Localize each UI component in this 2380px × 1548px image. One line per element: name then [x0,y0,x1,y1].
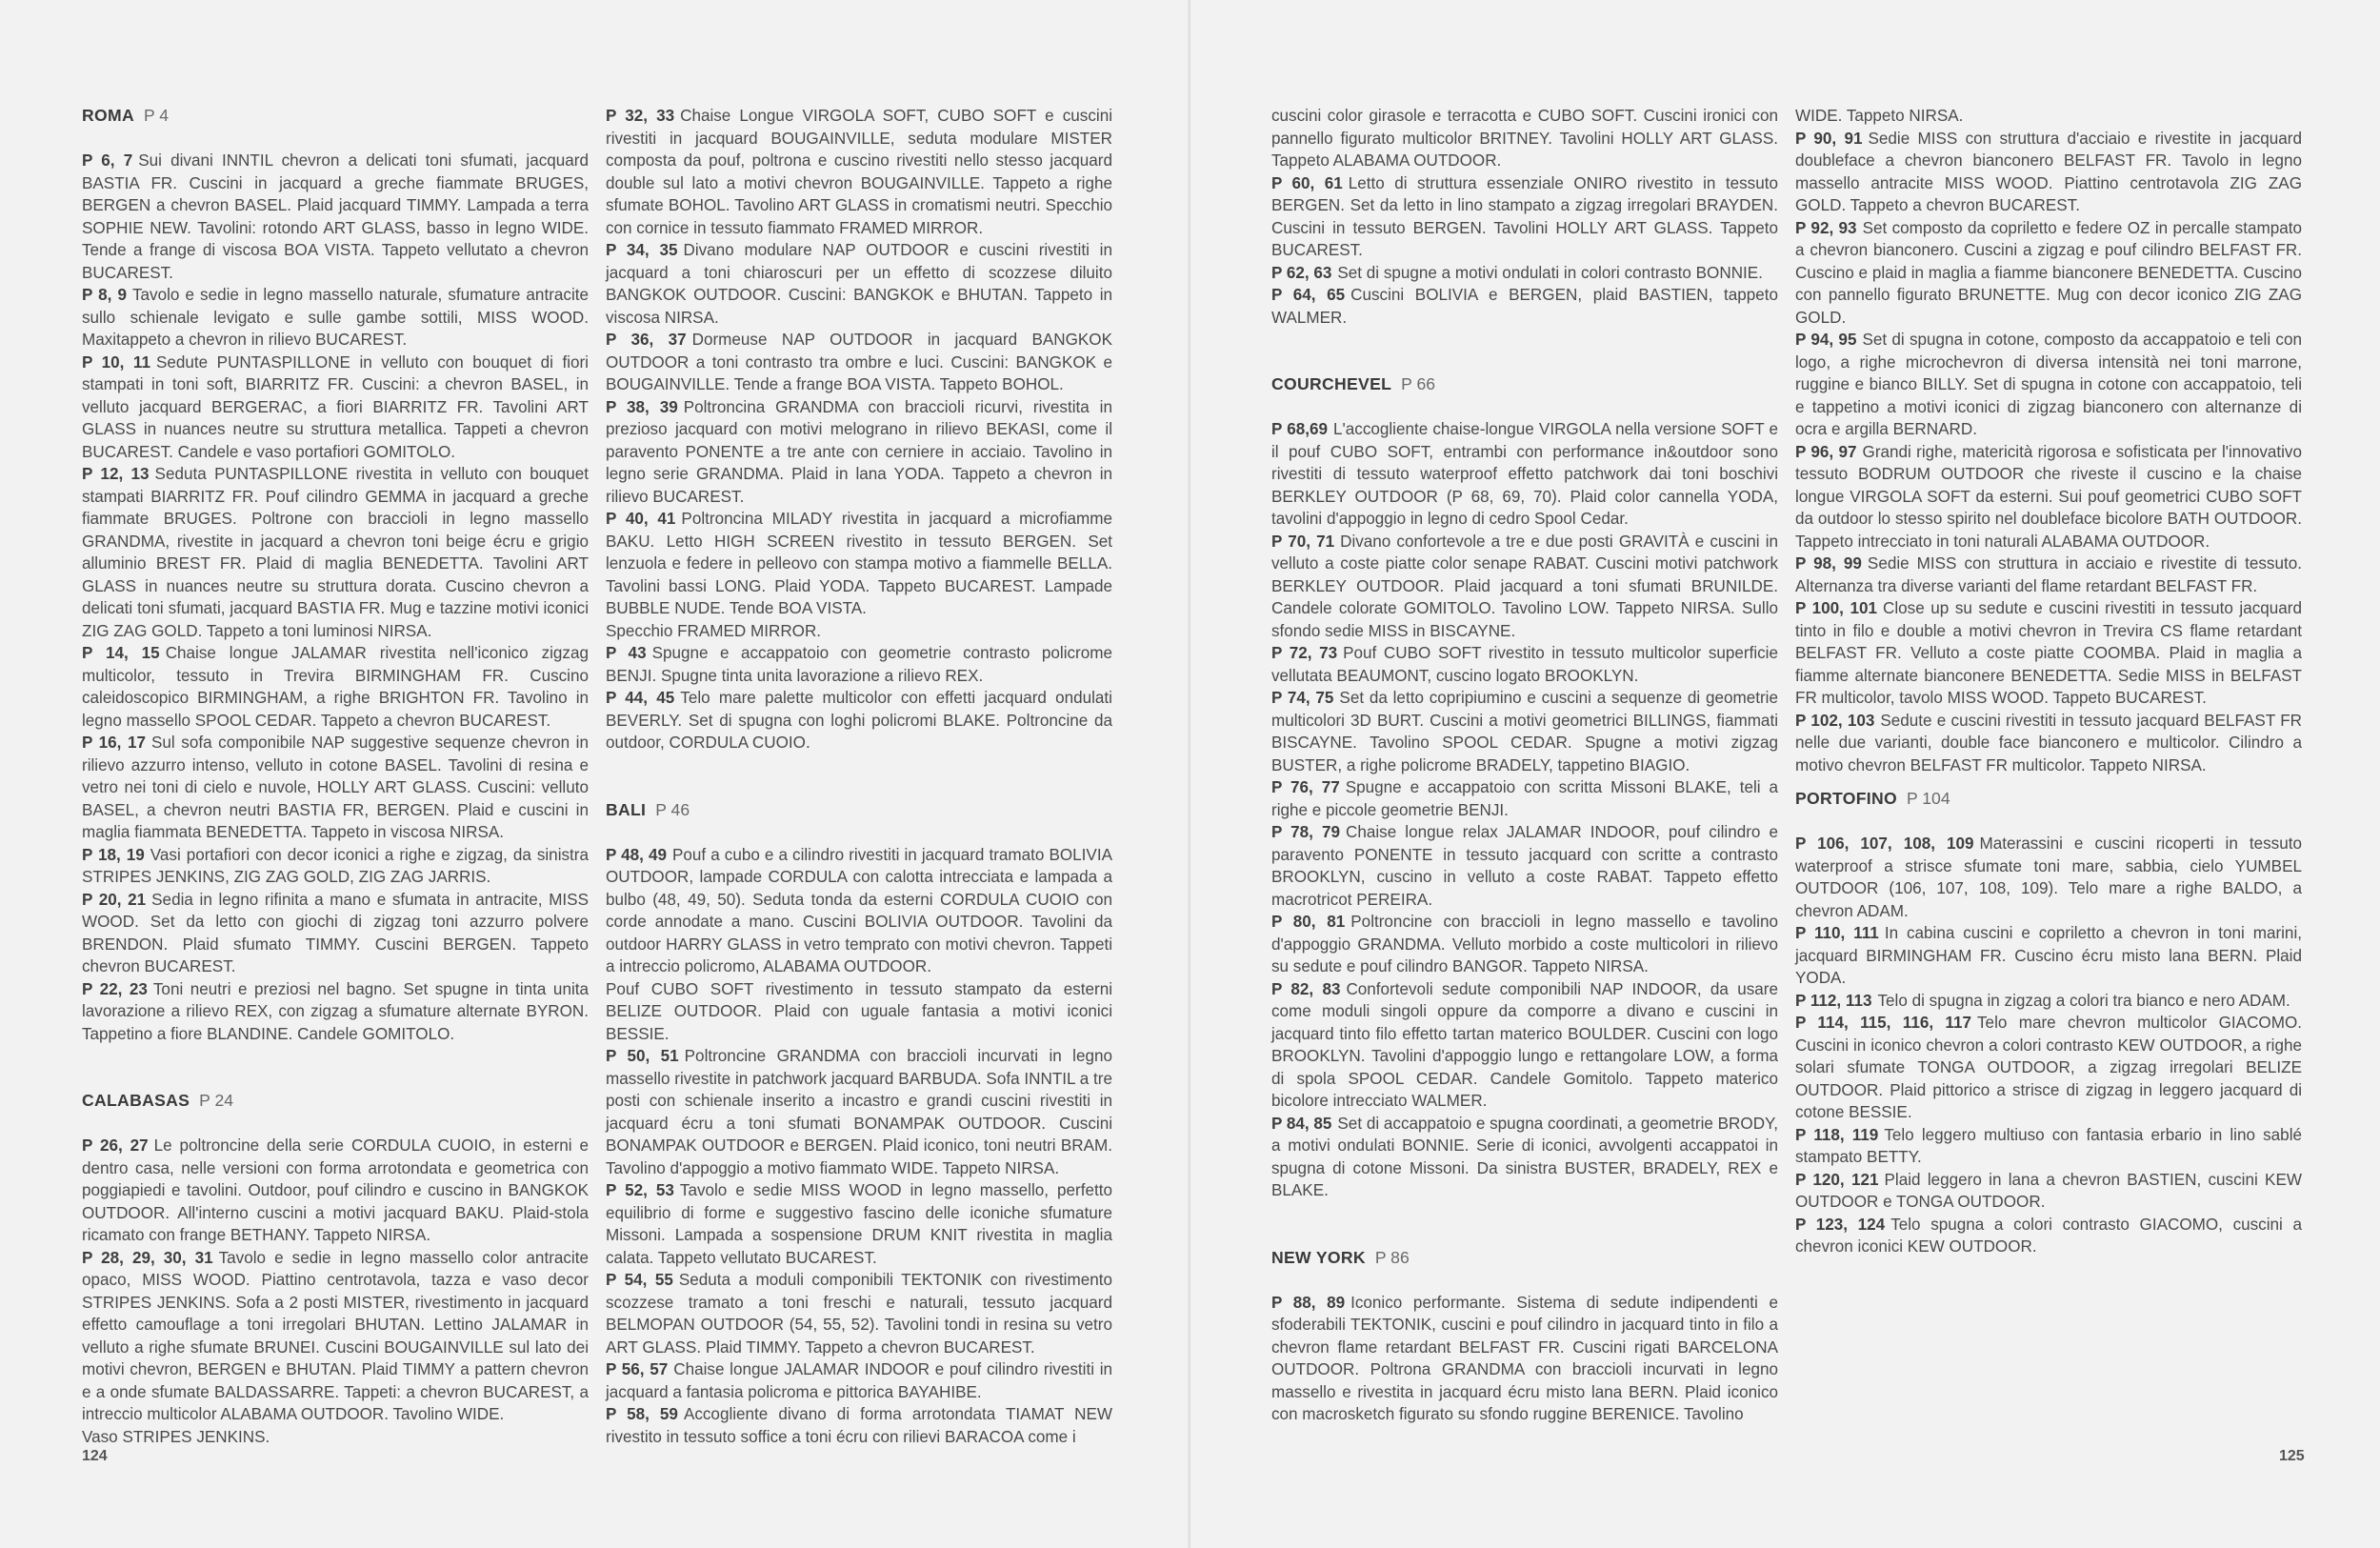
index-entry [82,844,589,889]
section-title: BALI [606,799,647,819]
index-entry [82,642,589,732]
entry-page-ref: P 34, 35 [606,241,678,259]
section-heading [606,799,1112,822]
index-entry [1795,441,2302,553]
index-entry [606,1269,1112,1358]
index-entry [606,1179,1112,1269]
index-entry [1795,128,2302,217]
section-spacer [82,1045,589,1090]
entry-text: Telo spugna a colori contrasto GIACOMO, cuscini a chevron iconici KEW OUTDOOR. [1795,1215,2302,1256]
index-entry [1271,911,1778,978]
index-entry [606,620,1112,643]
entry-page-ref: P 54, 55 [606,1271,673,1289]
index-entry [1271,776,1778,821]
entry-page-ref: P 12, 13 [82,465,150,483]
entry-page-ref: P 52, 53 [606,1181,674,1199]
entry-page-ref: P 58, 59 [606,1405,678,1423]
entry-page-ref: P 120, 121 [1795,1170,1879,1189]
entry-page-ref: P 76, 77 [1271,778,1340,796]
index-entry [82,463,589,642]
entry-text: Confortevoli sedute componibili NAP INDOOR, da usare come moduli singoli oppure da comporre a divano e cuscini in jacquard tinto filo effetto tartan materico BOULDER. Cuscini con logo BROOKLYN. Tavolini d'appoggio lungo e rettangolare LOW, a forma di spola SPOOL CEDAR. Candele Gomitolo. Tappeto materico bicolore intrecciato WALMER. [1271,979,1778,1110]
section-page-ref: P 86 [1374,1247,1410,1267]
entry-text: Telo mare chevron multicolor GIACOMO. Cuscini in iconico chevron a colori contrasto KEW OUTDOOR, a righe solari sfumate TONGA OUTDOOR, a zigzag irregolari BELIZE OUTDOOR. Plaid pittorico a strisce di zigzag in leggero jacquard di cotone BESSIE. [1795,1014,2302,1121]
entry-text: Sui divani INNTIL chevron a delicati toni sfumati, jacquard BASTIA FR. Cuscini in jacquard a greche fiammate BRUGES, BERGEN a chevron BASEL. Plaid jacquard TIMMY. Lampada a terra SOPHIE NEW. Tavolini: rotondo ART GLASS, basso in legno WIDE. Tende a frange di viscosa BOA VISTA. Tappeto vellutato a chevron BUCAREST. [82,151,589,282]
entry-text: Tavolo e sedie in legno massello naturale, sfumature antracite sullo schienale levigato e sulle gambe sottili, MISS WOOD. Maxitappeto a chevron in rilievo BUCAREST. [82,286,589,349]
index-entry [1795,329,2302,441]
index-entry [1795,553,2302,597]
entry-page-ref: P 62, 63 [1271,263,1332,282]
index-entry [1795,1012,2302,1124]
entry-text: Seduta PUNTASPILLONE rivestita in velluto con bouquet stampati BIARRITZ FR. Pouf cilindro GEMMA in jacquard a greche fiammate BRUGES. Poltrone con braccioli in legno massello GRANDMA, rivestite in jacquard a chevron toni beige écru e grigio alluminio BREST FR. Plaid di maglia BENEDETTA. Tavolini ART GLASS in nuances neutre su struttura dorata. Cuscino chevron a delicati toni sfumati, jacquard BASTIA FR. Mug e tazzine motivi iconici ZIG ZAG GOLD. Tappeto a toni luminosi NIRSA. [82,465,589,640]
entry-text: Spugne e accappatoio con geometrie contrasto policrome BENJI. Spugne tinta unita lavorazione a rilievo REX. [606,644,1112,685]
entry-page-ref: P 123, 124 [1795,1215,1886,1234]
entry-text: Chaise Longue VIRGOLA SOFT, CUBO SOFT e cuscini rivestiti in jacquard BOUGAINVILLE, seduta modulare MISTER composta da pouf, poltrona e cuscino rivestiti nello stesso jacquard double sul lato a motivi chevron BOUGAINVILLE. Tappeto a righe sfumate BOHOL. Tavolino ART GLASS in cromatismi neutri. Specchio con cornice in tessuto fiammato FRAMED MIRROR. [606,107,1112,237]
entry-text: Spugne e accappatoio con scritta Missoni BLAKE, teli a righe e piccole geometrie BENJI. [1271,778,1779,819]
entry-text: Poltroncina MILADY rivestita in jacquard a microfiamme BAKU. Letto HIGH SCREEN rivestito in tessuto BERGEN. Set lenzuola e federe in pelleovo con stampa motivo a fiammelle BELLA. Tavolini bassi LONG. Plaid YODA. Tappeto BUCAREST. Lampade BUBBLE NUDE. Tende BOA VISTA. [606,510,1112,617]
entry-page-ref: P 56, 57 [606,1360,669,1378]
entry-page-ref: P 8, 9 [82,286,127,304]
index-entry [1795,1214,2302,1258]
entry-page-ref: P 114, 115, 116, 117 [1795,1014,1972,1032]
entry-page-ref: P 36, 37 [606,331,687,349]
index-entry [1271,262,1778,285]
index-entry [1795,1124,2302,1169]
entry-text: WIDE. Tappeto NIRSA. [1795,107,1964,125]
entry-page-ref: P 72, 73 [1271,644,1338,662]
index-entry [606,1045,1112,1179]
entry-text: Letto di struttura essenziale ONIRO rivestito in tessuto BERGEN. Set da letto in lino stampato a zigzag irregolari BRAYDEN. Cuscini in tessuto BERGEN. Tavolini HOLLY ART GLASS. Tappeto BUCAREST. [1271,173,1778,259]
index-entry [606,105,1112,239]
index-entry [1795,1169,2302,1214]
entry-page-ref: P 98, 99 [1795,554,1862,573]
entry-page-ref: P 50, 51 [606,1047,679,1065]
right-page [1190,0,2380,1548]
entry-text: Seduta a moduli componibili TEKTONIK con rivestimento scozzese tramato a toni freschi e naturali, tessuto jacquard BELMOPAN OUTDOOR (54, 55, 52). Tavolini tondi in resina su vetro ART GLASS. Plaid TIMMY. Tappeto a chevron BUCAREST. [606,1271,1112,1357]
entry-text: Vaso STRIPES JENKINS. [82,1427,270,1446]
entry-text: Telo mare palette multicolor con effetti jacquard ondulati BEVERLY. Set di spugna con loghi policromi BLAKE. Poltroncine da outdoor, CORDULA CUOIO. [606,689,1112,752]
section-title: COURCHEVEL [1271,374,1392,393]
entry-page-ref: P 48, 49 [606,845,667,864]
section-heading [82,105,589,128]
entry-text: Chaise longue relax JALAMAR INDOOR, pouf cilindro e paravento PONENTE in tessuto jacquard con scritte a contrasto BROOKLYN, cuscino in velluto a coste RABAT. Tappeto effetto macrotricot PEREIRA. [1271,823,1778,909]
entry-page-ref: P 84, 85 [1271,1114,1332,1133]
index-entry [1795,105,2302,128]
entry-page-ref: P 14, 15 [82,644,160,662]
entry-page-ref: P 64, 65 [1271,286,1346,304]
entry-text: Vasi portafiori con decor iconici a righe e zigzag, da sinistra STRIPES JENKINS, ZIG ZAG GOLD, ZIG ZAG JARRIS. [82,845,589,886]
entry-page-ref: P 20, 21 [82,890,147,909]
text-column-3 [1271,105,1778,1426]
entry-text: Tavolo e sedie in legno massello color antracite opaco, MISS WOOD. Piattino centrotavola, tazza e vaso decor STRIPES JENKINS. Sofa a 2 posti MISTER, rivestimento in jacquard effetto camouflage a toni irregolari BHUTAN. Lettino JALAMAR in velluto a righe sfumate BRUNEI. Cuscini BOUGAINVILLE sul lato dei motivi chevron, BERGEN e BHUTAN. Plaid TIMMY a pattern chevron e a onde sfumate BALDASSARRE. Tappeti: a chevron BUCAREST, a intreccio multicolor ALABAMA OUTDOOR. Tavolino WIDE. [82,1248,589,1423]
index-entry [1795,217,2302,330]
section-title: ROMA [82,106,134,125]
entry-page-ref: P 22, 23 [82,979,148,998]
entry-text: Tavolo e sedie MISS WOOD in legno massello, perfetto equilibrio di forme e suggestivo fascino delle iconiche sfumature Missoni. Lampada a sospensione DRUM KNIT rivestita in maglia calata. Tappeto vellutato BUCAREST. [606,1181,1112,1267]
section-heading [82,1090,589,1113]
index-entry [606,642,1112,687]
entry-text: Sedia in legno rifinita a mano e sfumata in antracite, MISS WOOD. Set da letto con giochi di zigzag toni azzurro polvere BRENDON. Plaid sfumato TIMMY. Cuscini BERGEN. Tappeto chevron BUCAREST. [82,890,589,975]
entry-page-ref: P 94, 95 [1795,331,1857,349]
index-entry [1271,821,1778,911]
section-page-ref: P 4 [143,106,170,125]
entry-page-ref: P 96, 97 [1795,442,1857,461]
index-entry [1271,105,1778,172]
section-spacer [1271,329,1778,373]
section-title: CALABASAS [82,1091,190,1110]
index-entry [82,1247,589,1426]
entry-page-ref: P 6, 7 [82,151,133,170]
section-heading [1271,373,1778,396]
index-entry [1271,172,1778,262]
text-column-2 [606,105,1112,1448]
entry-text: Poltroncina GRANDMA con braccioli ricurvi, rivestita in prezioso jacquard con motivi melograno in rilievo BEKASI, come il paravento PONENTE a tre ante con cerniere in acciaio. Tavolino in legno serie GRANDMA. Plaid in lana YODA. Tappeto a chevron in rilievo BUCAREST. [606,397,1112,506]
entry-text: Sul sofa componibile NAP suggestive sequenze chevron in rilievo azzurro intenso, velluto in cotone BASEL. Tavolini di resina e vetro nei toni di cielo e nuvole, HOLLY ART GLASS. Cuscini: velluto BASEL, a chevron neutri BASTIA FR, BERGEN. Plaid e cuscini in maglia fiammata BENEDETTA. Tappeto in viscosa NIRSA. [82,734,589,841]
entry-page-ref: P 60, 61 [1271,173,1343,192]
section-title: PORTOFINO [1795,789,1897,808]
entry-page-ref: P 28, 29, 30, 31 [82,1248,213,1267]
index-entry [606,239,1112,329]
index-entry [606,687,1112,754]
index-entry [82,352,589,464]
index-entry [1271,531,1778,643]
entry-page-ref: P 100, 101 [1795,599,1877,617]
entry-page-ref: P 74, 75 [1271,689,1334,707]
index-entry [1795,710,2302,777]
index-entry [1271,642,1778,687]
entry-page-ref: P 32, 33 [606,107,675,125]
entry-page-ref: P 92, 93 [1795,218,1857,237]
entry-page-ref: P 40, 41 [606,510,676,528]
index-entry [82,978,589,1046]
entry-text: Poltroncine GRANDMA con braccioli incurvati in legno massello rivestite in patchwork jacquard BARBUDA. Sofa INNTIL a tre posti con schienale inserito a incastro e grandi cuscini rivestiti in jacquard écru a toni sfumati BONAMPAK OUTDOOR. Cuscini BONAMPAK OUTDOOR e BERGEN. Plaid iconico, toni neutri BRAM. Tavolino d'appoggio a motivo fiammato WIDE. Tappeto NIRSA. [606,1047,1112,1177]
entry-text: In cabina cuscini e copriletto a chevron in toni marini, jacquard BIRMINGHAM FR. Cuscino écru misto lana BERN. Plaid YODA. [1795,924,2302,987]
entry-text: Dormeuse NAP OUTDOOR in jacquard BANGKOK OUTDOOR a toni contrasto tra ombre e luci. Cuscini: BANGKOK e BOUGAINVILLE. Tende a frange BOA VISTA. Tappeto BOHOL. [606,331,1113,393]
index-entry [1271,687,1778,776]
entry-page-ref: P 70, 71 [1271,532,1335,551]
index-entry [606,508,1112,620]
entry-text: Accogliente divano di forma arrotondata TIAMAT NEW rivestito in tessuto soffice a toni écru con rilievi BARACOA come i [606,1405,1112,1446]
section-page-ref: P 24 [199,1091,234,1110]
index-entry [606,1403,1112,1448]
index-entry [606,1358,1112,1403]
entry-text: Sedute e cuscini rivestiti in tessuto jacquard BELFAST FR nelle due varianti, double face bianconero e multicolor. Cilindro a motivo chevron BELFAST FR multicolor. Tappeto NIRSA. [1795,711,2302,774]
section-page-ref: P 66 [1401,374,1436,393]
entry-text: Pouf CUBO SOFT rivestimento in tessuto stampato da esterni BELIZE OUTDOOR. Plaid con uguale fantasia a motivi iconici BESSIE. [606,979,1112,1043]
index-entry [606,978,1112,1046]
entry-text: Toni neutri e preziosi nel bagno. Set spugne in tinta unita lavorazione a rilievo REX, con zigzag a sfumature alternate BYRON. Tappetino a fiore BLANDINE. Candele GOMITOLO. [82,979,589,1043]
entry-page-ref: P 38, 39 [606,397,678,416]
index-entry [82,732,589,844]
entry-page-ref: P 18, 19 [82,845,145,864]
section-page-ref: P 104 [1906,789,1950,808]
entry-text: Set di spugne a motivi ondulati in colori contrasto BONNIE. [1337,263,1763,282]
entry-page-ref: P 10, 11 [82,352,150,372]
index-entry [1271,1292,1778,1426]
index-entry [606,844,1112,978]
entry-page-ref: P 90, 91 [1795,129,1863,148]
entry-page-ref: P 118, 119 [1795,1125,1879,1144]
entry-text: Sedie MISS con struttura d'acciaio e rivestite in jacquard doubleface a chevron bianconero BELFAST FR. Tavolo in legno massello antracite MISS WOOD. Piattino centrotavola ZIG ZAG GOLD. Tappeto a chevron BUCAREST. [1795,129,2302,214]
entry-text: Telo di spugna in zigzag a colori tra bianco e nero ADAM. [1877,991,2290,1010]
entry-text: Divano modulare NAP OUTDOOR e cuscini rivestiti in jacquard a toni chiaroscuri per un effetto di scozzese diluito BANGKOK OUTDOOR. Cuscini: BANGKOK e BHUTAN. Tappeto in viscosa NIRSA. [606,241,1112,327]
section-page-ref: P 46 [655,799,690,819]
entry-page-ref: P 88, 89 [1271,1293,1346,1312]
entry-text: cuscini color girasole e terracotta e CUBO SOFT. Cuscini ironici con pannello figurato multicolor BRITNEY. Tavolini HOLLY ART GLASS. Tappeto ALABAMA OUTDOOR. [1271,107,1778,170]
index-entry [82,1135,589,1247]
index-entry [82,889,589,978]
entry-page-ref: P 26, 27 [82,1136,149,1155]
entry-text: Sedie MISS con struttura in acciaio e rivestite di tessuto. Alternanza tra diverse varianti del flame retardant BELFAST FR. [1795,554,2302,595]
entry-text: Set da letto copripiumino e cuscini a sequenze di geometrie multicolori 3D BURT. Cuscini a motivi geometrici BILLINGS, fiammati BISCAYNE. Tavolino SPOOL CEDAR. Spugne a motivi zigzag BUSTER, a righe policrome BRADELY, tappetino BIAGIO. [1271,689,1778,774]
entry-page-ref: P 43 [606,644,647,662]
section-heading [1271,1247,1778,1270]
index-entry [1271,1113,1778,1202]
entry-text: Chaise longue JALAMAR rivestita nell'iconico zigzag multicolor, tessuto in Trevira BIRMINGHAM FR. Cuscino caleidoscopico BIRMINGHAM, a righe BRIGHTON FR. Tavolino in legno massello SPOOL CEDAR. Tappeto a chevron BUCAREST. [82,644,589,730]
index-entry [1271,978,1778,1113]
entry-text: L'accogliente chaise-longue VIRGOLA nella versione SOFT e il pouf CUBO SOFT, entrambi con performance in&outdoor sono rivestiti di tessuto waterproof effetto patchwork dai toni boschivi BERKLEY OUTDOOR (P 68, 69, 70). Plaid color cannella YODA, tavolini d'appoggio in legno di cedro Spool Cedar. [1271,420,1778,528]
section-spacer [606,754,1112,799]
entry-text: Grandi righe, matericità rigorosa e sofisticata per l'innovativo tessuto BODRUM OUTDOOR che riveste il cuscino e la chaise longue VIRGOLA SOFT da esterni. Sui pouf geometrici CUBO SOFT da outdoor lo stesso spirito nel doubleface bicolore BATH OUTDOOR. Tappeto intrecciato in toni naturali ALABAMA OUTDOOR. [1795,442,2302,551]
entry-text: Poltroncine con braccioli in legno massello e tavolino d'appoggio GRANDMA. Velluto morbido a coste multicolori in rilievo su sedute e pouf cilindro BANGOR. Tappeto NIRSA. [1271,913,1778,975]
index-entry [606,396,1112,509]
entry-text: Cuscini BOLIVIA e BERGEN, plaid BASTIEN, tappeto WALMER. [1271,286,1778,327]
index-entry [1271,284,1778,329]
entry-page-ref: P 78, 79 [1271,823,1341,841]
index-entry [1271,418,1778,531]
text-column-1 [82,105,589,1448]
entry-text: Close up su sedute e cuscini rivestiti in tessuto jacquard tinto in filo e double a motivi chevron in Trevira CS flame retardant BELFAST FR. Velluto a coste piatte COOMBA. Plaid in maglia a fiamme alternate bianconere BENEDETTA. Sedie MISS in BELFAST FR multicolor, tavolo MISS WOOD. Tappeto BUCAREST. [1795,599,2302,707]
entry-page-ref: P 80, 81 [1271,913,1346,931]
entry-text: Plaid leggero in lana a chevron BASTIEN, cuscini KEW OUTDOOR e TONGA OUTDOOR. [1795,1170,2302,1211]
entry-page-ref: P 112, 113 [1795,991,1872,1010]
section-spacer [1271,1202,1778,1247]
text-column-4 [1795,105,2302,1258]
page-number-right: 125 [2279,1448,2305,1464]
entry-page-ref: P 68,69 [1271,420,1328,438]
index-entry [1795,990,2302,1013]
entry-page-ref: P 16, 17 [82,734,146,752]
entry-page-ref: P 44, 45 [606,689,675,707]
entry-text: Materassini e cuscini ricoperti in tessuto waterproof a strisce sfumate toni mare, sabbia, cielo YUMBEL OUTDOOR (106, 107, 108, 109). Telo mare a righe BALDO, a chevron ADAM. [1795,834,2302,920]
index-entry [1795,922,2302,990]
entry-page-ref: P 106, 107, 108, 109 [1795,834,1974,853]
entry-text: Pouf a cubo e a cilindro rivestiti in jacquard tramato BOLIVIA OUTDOOR, lampade CORDULA con calotta intrecciata e lampada a bulbo (48, 49, 50). Seduta tonda da esterni CORDULA CUOIO con corde annodate a mano. Cuscini BOLIVIA OUTDOOR. Tavolini da outdoor HARRY GLASS in vetro temprato con motivi chevron. Tappeti a intreccio policromo, ALABAMA OUTDOOR. [606,845,1112,975]
entry-text: Set di spugna in cotone, composto da accappatoio e teli con logo, a righe microchevron di diversa intensità nei toni marrone, ruggine e bianco BILLY. Set di spugna in cotone con accappatoio, teli e tappetino a motivi iconici di zigzag bianconero con alternanze di ocra e argilla BERNARD. [1795,331,2302,438]
entry-text: Specchio FRAMED MIRROR. [606,621,822,640]
index-entry [1795,597,2302,710]
entry-page-ref: P 102, 103 [1795,711,1875,730]
section-heading [1795,788,2302,811]
entry-text: Sedute PUNTASPILLONE in velluto con bouquet di fiori stampati in toni soft, BIARRITZ FR. Cuscini: a chevron BASEL, in velluto jacquard BERGERAC, a fiori BIARRITZ FR. Tavolini ART GLASS in nuances neutre su struttura metallica. Tappeti a chevron BUCAREST. Candele e vaso portafiori GOMITOLO. [82,352,589,461]
section-title: NEW YORK [1271,1247,1366,1267]
index-entry [606,329,1112,396]
entry-text: Set di accappatoio e spugna coordinati, a geometrie BRODY, a motivi ondulati BONNIE. Serie di iconici, avvolgenti accappatoi in spugna di cotone Missoni. Da sinistra BUSTER, BRADELY, REX e BLAKE. [1271,1114,1778,1199]
index-entry [82,150,589,284]
index-entry [82,284,589,352]
entry-text: Chaise longue JALAMAR INDOOR e pouf cilindro rivestiti in jacquard a fantasia policroma e pittorica BAYAHIBE. [606,1360,1112,1401]
entry-page-ref: P 82, 83 [1271,979,1341,998]
index-entry [82,1426,589,1449]
index-entry [1795,833,2302,922]
entry-text: Set composto da copriletto e federe OZ in percalle stampato a chevron bianconero. Cuscini a zigzag e pouf cilindro BELFAST FR. Cuscino e plaid in maglia a fiamme bianconere BENEDETTA. Cuscino con pannello figurato BRUNETTE. Mug con decor iconico ZIG ZAG GOLD. [1795,218,2302,327]
entry-text: Pouf CUBO SOFT rivestito in tessuto multicolor superficie vellutata BEAUMONT, cuscino logato BROOKLYN. [1271,644,1778,685]
entry-text: Divano confortevole a tre e due posti GRAVITÀ e cuscini in velluto a coste piatte color senape RABAT. Cuscini motivi patchwork BERKLEY OUTDOOR. Plaid jacquard a toni sfumati BRUNILDE. Candele colorate GOMITOLO. Tavolino LOW. Tappeto NIRSA. Sullo sfondo sedie MISS in BISCAYNE. [1271,532,1778,640]
entry-text: Iconico performante. Sistema di sedute indipendenti e sfoderabili TEKTONIK, cuscini e pouf cilindro in jacquard tinto in filo a chevron flame retardant BELFAST FR. Cuscini rigati BARCELONA OUTDOOR. Poltrona GRANDMA con braccioli incurvati in legno massello e rivestita in jacquard écru misto lana BERN. Plaid iconico con macrosketch figurato su sfondo ruggine BERENICE. Tavolino [1271,1293,1778,1423]
entry-page-ref: P 110, 111 [1795,924,1879,942]
entry-text: Telo leggero multiuso con fantasia erbario in lino sablé stampato BETTY. [1795,1125,2302,1166]
page-number-left: 124 [82,1448,108,1464]
entry-text: Le poltroncine della serie CORDULA CUOIO, in esterni e dentro casa, nelle versioni con forma arrotondata e geometrica con poggiapiedi e tavolini. Outdoor, pouf cilindro e cuscino in BANGKOK OUTDOOR. All'interno cuscini a motivi jacquard BAKU. Plaid-stola ricamato con frange BETHANY. Tappeto NIRSA. [82,1136,589,1244]
